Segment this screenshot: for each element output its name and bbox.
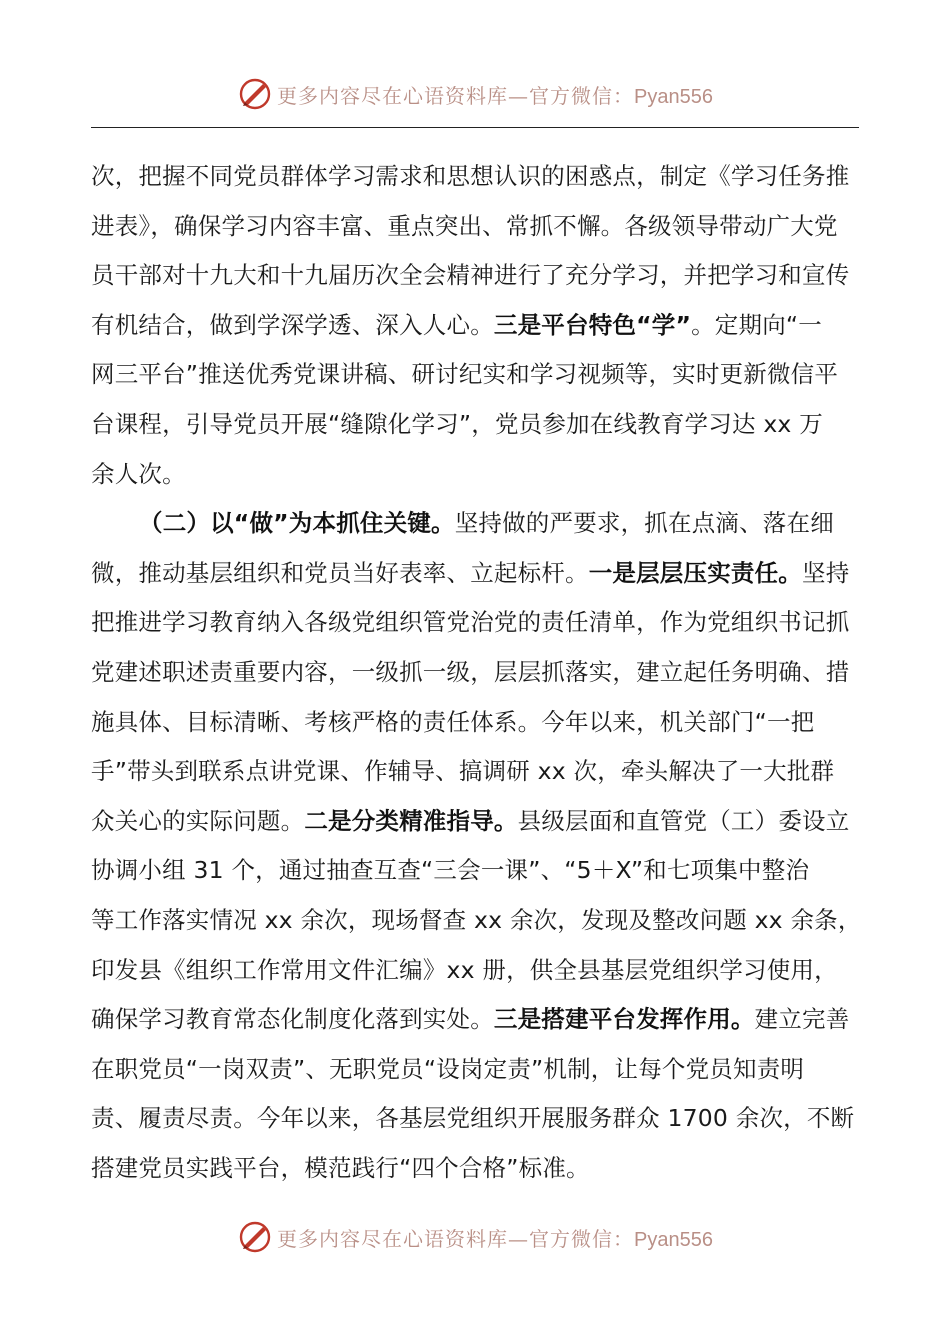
header-divider: [91, 127, 859, 128]
text-line: 搭建党员实践平台，模范践行“四个合格”标准。: [91, 1153, 590, 1182]
bold-heading: 一是层层压实责任。: [588, 558, 803, 587]
pen-in-circle-icon: [237, 76, 273, 112]
footer-watermark: [0, 1215, 950, 1259]
text-line: 台课程，引导党员开展“缝隙化学习”，党员参加在线教育学习达 xx 万: [91, 409, 823, 438]
text-line: 协调小组 31 个，通过抽查互查“三会一课”、“5＋X”和七项集中整治: [91, 856, 810, 885]
text-line: 责、履责尽责。今年以来，各基层党组织开展服务群众 1700 余次，不断: [91, 1104, 855, 1133]
bold-heading: 三是平台特色“学”: [493, 310, 692, 339]
wechat-id: Pyan556: [634, 1228, 713, 1251]
text-line: 有机结合，做到学深学透、深入人心。三是平台特色“学”。定期向“一: [91, 310, 822, 339]
bold-heading: 三是搭建平台发挥作用。: [493, 1005, 755, 1034]
text-line: 手”带头到联系点讲党课、作辅导、搞调研 xx 次，牵头解决了一大批群: [91, 757, 835, 786]
text-line: 党建述职述责重要内容，一级抓一级，层层抓落实，建立起任务明确、措: [91, 657, 850, 686]
text-line: 员干部对十九大和十九届历次全会精神进行了充分学习，并把学习和宣传: [91, 261, 850, 290]
text-line: 进表》，确保学习内容丰富、重点突出、常抓不懈。各级领导带动广大党: [91, 211, 838, 240]
header-watermark: [0, 72, 950, 116]
bold-heading: 二是分类精准指导。: [304, 806, 518, 835]
section-heading-line: （二）以“做”为本抓住关键。坚持做的严要求，抓在点滴、落在细: [139, 509, 834, 538]
text-line: 网三平台”推送优秀党课讲稿、研讨纪实和学习视频等，实时更新微信平: [91, 360, 839, 389]
pen-in-circle-icon: [237, 1219, 273, 1255]
wechat-id: Pyan556: [634, 85, 713, 108]
text-line: 余人次。: [91, 459, 186, 488]
text-line: 印发县《组织工作常用文件汇编》xx 册，供全县基层党组织学习使用，: [91, 955, 838, 984]
text-line: 把推进学习教育纳入各级党组织管党治党的责任清单，作为党组织书记抓: [91, 608, 850, 637]
text-line: 在职党员“一岗双责”、无职党员“设岗定责”机制，让每个党员知责明: [91, 1054, 805, 1083]
text-line: 等工作落实情况 xx 余次，现场督查 xx 余次，发现及整改问题 xx 余条，: [91, 905, 862, 934]
watermark-text: 更多内容尽在心语资料库—官方微信：Pyan556: [277, 83, 713, 108]
text-line: 微，推动基层组织和党员当好表率、立起标杆。一是层层压实责任。坚持: [91, 558, 850, 587]
watermark-text: 更多内容尽在心语资料库—官方微信：Pyan556: [277, 1226, 713, 1251]
text-line: 施具体、目标清晰、考核严格的责任体系。今年以来，机关部门“一把: [91, 707, 815, 736]
document-body: [91, 152, 862, 1193]
text-line: 众关心的实际问题。二是分类精准指导。县级层面和直管党（工）委设立: [91, 806, 850, 835]
text-line: 次，把握不同党员群体学习需求和思想认识的困惑点，制定《学习任务推: [91, 162, 850, 190]
text-line: 确保学习教育常态化制度化落到实处。三是搭建平台发挥作用。建立完善: [91, 1005, 850, 1034]
section-heading: （二）以“做”为本抓住关键。: [139, 509, 455, 538]
